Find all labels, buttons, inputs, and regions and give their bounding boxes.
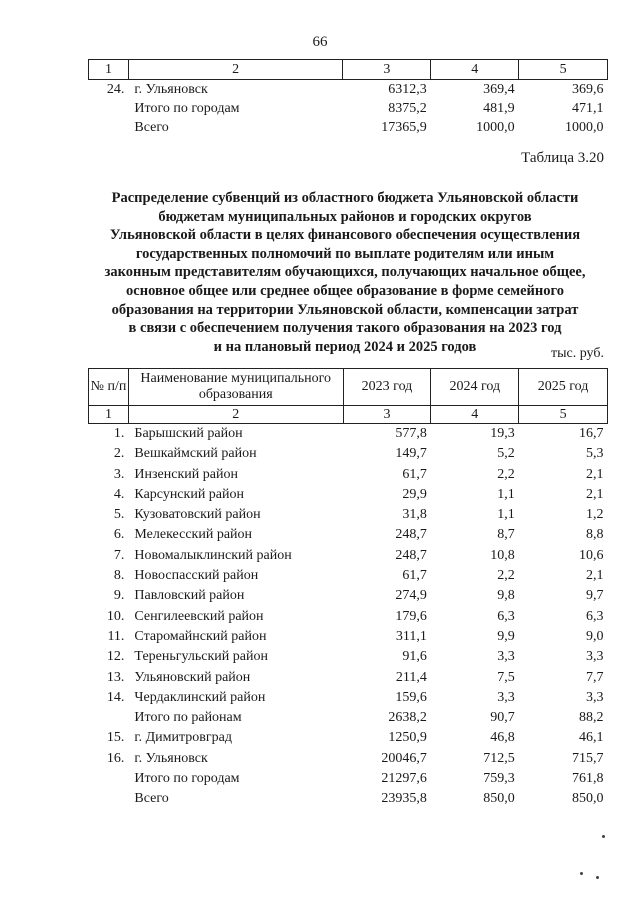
title-line: основное общее или среднее общее образование в форме семейного [126,282,564,299]
column-number: 2 [128,406,343,424]
amount-col5: 3,3 [586,689,604,705]
table-row [89,485,608,505]
municipality-name: Кузоватовский район [134,507,261,523]
table-row [89,647,608,667]
municipality-name: г. Ульяновск [134,82,208,97]
row-number: 15. [106,730,125,746]
column-number: 3 [343,60,431,80]
amount-col5: 5,3 [586,446,604,462]
table-row [89,668,608,688]
amount-col3: 61,7 [402,568,427,584]
amount-col4: 1,1 [497,486,515,502]
units-label: тыс. руб. [551,346,604,361]
table-row [89,80,608,100]
header-2025: 2025 год [519,369,608,406]
continued-table-body [89,60,608,138]
table-row [89,566,608,586]
amount-col3: 20046,7 [381,750,427,766]
amount-col3: 149,7 [395,446,427,462]
amount-col4: 6,3 [497,608,515,624]
row-number [89,769,129,789]
row-number: 2. [113,446,125,462]
amount-col4: 46,8 [490,730,515,746]
amount-col4: 8,7 [497,527,515,543]
amount-col5: 16,7 [579,426,604,441]
amount-col3: 6312,3 [388,82,427,97]
table-row [89,424,608,445]
column-number: 4 [431,406,519,424]
row-number: 9. [113,588,125,604]
amount-col5: 761,8 [572,771,604,787]
title-line: Ульяновской области в целях финансового обеспечения осуществления [109,227,581,244]
total-row [89,118,608,137]
amount-col5: 2,1 [586,568,604,584]
column-number: 1 [89,60,129,80]
amount-col3: 17365,9 [381,120,427,135]
amount-col5: 46,1 [579,730,604,746]
table-row [89,546,608,566]
amount-col4: 5,2 [497,446,515,462]
amount-col3: 1250,9 [388,730,427,746]
row-number: 1. [113,426,125,441]
amount-col5: 369,6 [572,82,604,97]
municipality-name: Тереньгульский район [134,649,268,665]
row-number: 6. [113,527,125,543]
amount-col4: 759,3 [483,771,515,787]
municipality-name: Инзенский район [134,466,238,482]
page-number: 66 [312,34,328,50]
column-number: 5 [519,406,608,424]
column-number: 2 [128,60,343,80]
amount-col3: 211,4 [395,669,427,685]
amount-col5: 88,2 [579,710,604,726]
column-number: 5 [519,60,608,80]
row-number: 3. [113,466,125,482]
row-number: 14. [106,689,125,705]
row-number: 5. [113,507,125,523]
total-row [89,789,608,809]
amount-col4: 369,4 [483,82,515,97]
scan-speck [602,835,605,838]
amount-col4: 3,3 [497,649,515,665]
municipality-name: Барышский район [134,426,243,441]
amount-col4: 7,5 [497,669,515,685]
amount-col4: 10,8 [490,547,515,563]
column-numbering-row [89,60,608,80]
amount-col3: 23935,8 [381,791,427,807]
column-number: 3 [343,406,431,424]
table-row [89,607,608,627]
amount-col5: 9,7 [586,588,604,604]
scan-speck [596,876,599,879]
table-row [89,465,608,485]
municipality-name: Всего [134,791,169,807]
municipality-name: Старомайнский район [134,628,267,644]
amount-col4: 850,0 [483,791,515,807]
row-number: 11. [107,628,125,644]
table-row [89,525,608,545]
row-number [89,708,129,728]
table-row [89,586,608,606]
amount-col3: 179,6 [395,608,427,624]
amount-col4: 9,8 [497,588,515,604]
amount-col3: 311,1 [395,628,427,644]
title-line: Распределение субвенций из областного бюджета Ульяновской области [111,190,579,206]
header-2024: 2024 год [431,369,519,406]
amount-col3: 91,6 [402,649,427,665]
column-number: 1 [89,406,129,424]
title-line: в связи с обеспечением получения такого образования на 2023 год [128,320,562,337]
amount-col3: 31,8 [402,507,427,523]
municipality-name: Вешкаймский район [134,446,257,462]
subventions-table-body [89,369,608,810]
row-number: 8. [113,568,125,584]
municipality-name: Всего [134,120,169,135]
table-header-row [89,369,608,406]
municipality-name: Итого по городам [134,771,240,787]
title-line: законным представителям обучающихся, получающих начальное общее, [104,264,586,281]
municipality-name: Новомалыклинский район [134,547,292,563]
amount-col3: 21297,6 [381,771,427,787]
municipality-name: Сенгилеевский район [134,608,264,624]
subventions-table [88,368,608,810]
amount-col3: 248,7 [395,547,427,563]
amount-col4: 3,3 [497,689,515,705]
row-number: 13. [106,669,125,685]
amount-col4: 712,5 [483,750,515,766]
municipality-name: Итого по городам [134,101,240,116]
municipality-name: Чердаклинский район [134,689,266,705]
amount-col3: 274,9 [395,588,427,604]
table-title [80,189,610,356]
municipality-name: Новоспасский район [134,568,259,584]
municipality-name: Мелекесский район [134,527,253,543]
amount-col4: 90,7 [490,710,515,726]
row-number [89,789,129,809]
column-numbering-row [89,406,608,424]
row-number: 24. [106,82,125,97]
municipality-name: Карсунский район [134,486,245,502]
amount-col4: 1000,0 [476,120,515,135]
amount-col5: 2,1 [586,466,604,482]
title-line: образования на территории Ульяновской области, компенсации затрат [111,301,579,318]
table-row [89,627,608,647]
table-row [89,505,608,525]
amount-col3: 159,6 [395,689,427,705]
total-row [89,769,608,789]
amount-col5: 6,3 [586,608,604,624]
amount-col5: 10,6 [579,547,604,563]
row-number: 10. [106,608,125,624]
continued-table [88,59,608,137]
amount-col3: 29,9 [402,486,427,502]
amount-col5: 471,1 [572,101,604,116]
table-row [89,688,608,708]
municipality-name: Ульяновский район [134,669,251,685]
amount-col5: 8,8 [586,527,604,543]
table-row [89,749,608,769]
amount-col3: 577,8 [395,426,427,441]
column-number: 4 [431,60,519,80]
header-2023: 2023 год [343,369,431,406]
amount-col5: 7,7 [586,669,604,685]
row-number: 16. [106,750,125,766]
amount-col3: 8375,2 [388,101,427,116]
amount-col5: 3,3 [586,649,604,665]
municipality-name: г. Димитровград [134,730,232,746]
row-number: 12. [106,649,125,665]
amount-col5: 1,2 [586,507,604,523]
amount-col5: 2,1 [586,486,604,502]
total-row [89,99,608,118]
row-number: 4. [113,486,125,502]
amount-col4: 9,9 [497,628,515,644]
row-number [89,99,129,118]
row-number: 7. [113,547,125,563]
amount-col4: 1,1 [497,507,515,523]
amount-col4: 2,2 [497,466,515,482]
amount-col5: 1000,0 [565,120,604,135]
amount-col4: 2,2 [497,568,515,584]
header-name: Наименование муниципального образования [128,369,343,406]
title-line: бюджетам муниципальных районов и городских округов [158,208,532,225]
amount-col3: 61,7 [402,466,427,482]
row-number [89,118,129,137]
amount-col5: 715,7 [572,750,604,766]
header-number: № п/п [89,369,129,406]
amount-col5: 850,0 [572,791,604,807]
amount-col3: 2638,2 [388,710,427,726]
scan-speck [580,872,583,875]
table-label: Таблица 3.20 [521,150,604,166]
title-line: государственных полномочий по выплате родителям или иным [135,245,555,262]
amount-col4: 481,9 [483,101,515,116]
title-line: и на плановый период 2024 и 2025 годов [213,338,477,355]
amount-col5: 9,0 [586,628,604,644]
total-row [89,708,608,728]
municipality-name: г. Ульяновск [134,750,208,766]
amount-col3: 248,7 [395,527,427,543]
municipality-name: Павловский район [134,588,245,604]
municipality-name: Итого по районам [134,710,242,726]
table-row [89,444,608,464]
table-row [89,728,608,748]
amount-col4: 19,3 [490,426,515,441]
